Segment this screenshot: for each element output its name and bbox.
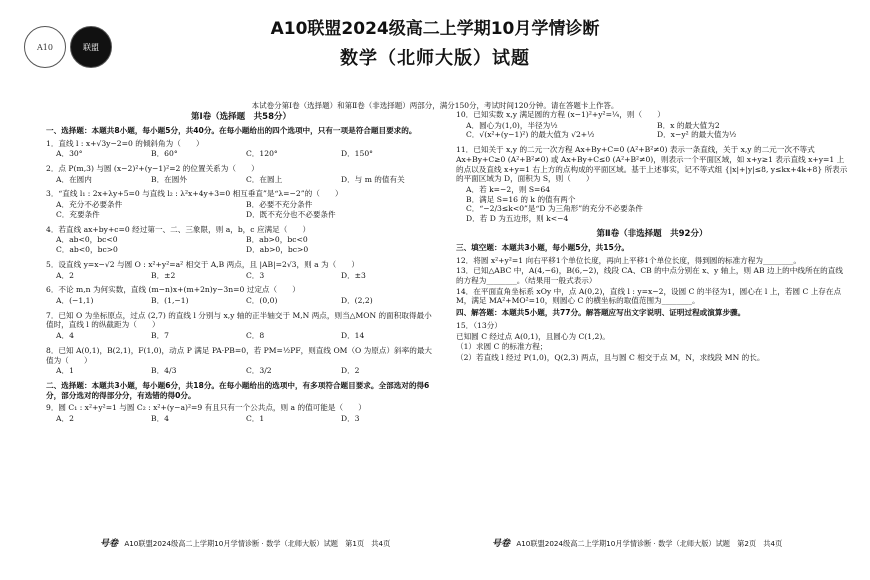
question-15-part1: （1）求圆 C 的标准方程； xyxy=(456,342,548,352)
question-1 xyxy=(46,139,436,159)
option: B．±2 xyxy=(151,270,176,280)
question-stem: 10．已知实数 x,y 满足圆的方程 (x−1)²+y²=¼，则（ ） xyxy=(456,110,665,119)
option: B．必要不充分条件 xyxy=(246,200,313,210)
option: A．4 xyxy=(56,331,74,341)
options xyxy=(56,331,436,341)
options xyxy=(56,200,436,219)
option: D．3 xyxy=(341,414,360,424)
option: D．(2,2) xyxy=(341,295,373,305)
question-stem: 1．直线 l : x+√3y−2=0 的倾斜角为（ ） xyxy=(46,138,204,148)
option: A．若 k=−2，则 S=64 xyxy=(466,185,551,195)
question-15-part2: （2）若直线 l 经过 P(1,0)，Q(2,3) 两点，且与圆 C 相交于点 M，N，求线段 MN 的长。 xyxy=(456,352,765,362)
options xyxy=(56,235,436,254)
question-stem: 5．设直线 y=x−√2 与圆 O : x²+y²=a² 相交于 A,B 两点，且 |AB|=2√3，则 a 为（ ） xyxy=(46,259,360,269)
question-9 xyxy=(46,403,436,423)
option: D．2 xyxy=(341,366,360,376)
option: A．2 xyxy=(56,270,74,280)
question-13: 13．已知△ABC 中，A(4,−6)，B(6,−2)，线段 CA、CB 的中点分别在 x、y 轴上，则 AB 边上的中线所在的直线的方程为________。（结果用一般式表示） xyxy=(456,266,843,285)
option: B．4 xyxy=(151,414,170,424)
question-14: 14．在平面直角坐标系 xOy 中，点 A(0,2)，直线 l : y=x−2，设圆 C 的半径为1，圆心在 l 上，若圆 C 上存在点 M，满足 MA²+MO²=10，则圆心 C 的横坐标的取值范围为________。 xyxy=(456,286,842,306)
question-stem: 2．点 P(m,3) 与圆 (x−2)²+(y−1)²=2 的位置关系为（ ） xyxy=(46,164,259,174)
question-5 xyxy=(46,260,436,280)
question-11 xyxy=(456,145,848,224)
question-stem: 11．已知关于 x,y 的二元一次方程 Ax+By+C=0 (A²+B²≠0) 表示一条直线，关于 x,y 的二元一次不等式 Ax+By+C≥0 (A²+B²≠0) 或 Ax+By+C≤0 (A²+B²≠0)，则表示一个平面区域，如 x+y≥1 表示直线 x+y=1 上的点以及直线 x+y=1 右上方的点构成的平面区域。基于上述事实，记不等式组 {|x|+|y|≤8, y≤kx+4k+8} 所表示的平面区域为 D，面积为 S，则（ ） xyxy=(456,145,848,184)
question-12: 12．将圆 x²+y²=1 向右平移1个单位长度，再向上平移1个单位长度，得到圆的标准方程为________。 xyxy=(456,255,801,265)
footer-text: A10联盟2024级高二上学期10月学情诊断 · 数学（北师大版）试题 第1页 共4页 xyxy=(124,539,391,548)
option: C．3/2 xyxy=(246,366,272,376)
option: C．120° xyxy=(246,149,278,159)
right-column xyxy=(456,110,848,364)
exam-title: A10联盟2024级高二上学期10月学情诊断 xyxy=(270,19,600,39)
option: B．(1,−1) xyxy=(151,295,189,305)
header xyxy=(0,8,870,112)
option: B．60° xyxy=(151,149,178,159)
left-column xyxy=(46,110,436,429)
exam-subtitle: 数学（北师大版）试题 xyxy=(340,48,530,69)
option: A．(−1,1) xyxy=(56,295,94,305)
option: D．ab>0，bc>0 xyxy=(246,245,309,255)
option: C．3 xyxy=(246,270,265,280)
question-stem: 4．若直线 ax+by+c=0 经过第一、二、三象限，则 a，b，c 应满足（ ） xyxy=(46,224,311,234)
option: C．在圆上 xyxy=(246,174,283,184)
question-2 xyxy=(46,164,436,184)
option: B．ab>0，bc<0 xyxy=(246,235,308,245)
question-stem: 9．圆 C₁ : x²+y²=1 与圆 C₂ : x²+(y−a)²=9 有且只有一个公共点，则 a 的值可能是（ ） xyxy=(46,403,366,413)
option: D．±3 xyxy=(341,270,366,280)
logo-text: 联盟 xyxy=(83,42,99,52)
options xyxy=(56,175,436,185)
option: B．在圆外 xyxy=(151,174,187,184)
options xyxy=(56,296,436,306)
section2-heading: 二、选择题：本题共3小题，每小题6分，共18分。在每小题给出的选项中，有多项符合题目要求。全部选对的得6分，部分选对的得部分分，有选错的得0分。 xyxy=(46,380,430,400)
option: C．8 xyxy=(246,331,265,341)
question-6 xyxy=(46,285,436,305)
option: D．与 m 的值有关 xyxy=(341,174,405,184)
section4-heading: 四、解答题：本题共5小题，共77分。解答题应写出文字说明、证明过程或演算步骤。 xyxy=(456,308,746,318)
logo-text: A10 xyxy=(37,42,53,52)
footer-left xyxy=(100,536,390,549)
option: B．x 的最大值为2 xyxy=(657,120,720,130)
footer-right xyxy=(492,536,782,549)
section3-heading: 三、填空题：本题共3小题，每小题5分，共15分。 xyxy=(456,242,630,252)
question-15-stem: 已知圆 C 经过点 A(0,1)，且圆心为 C(1,2)。 xyxy=(456,331,610,341)
option: B．满足 S=16 的 k 的值有两个 xyxy=(466,194,576,204)
option: A．30° xyxy=(56,149,83,159)
option: A．在圆内 xyxy=(56,174,92,184)
option: A．圆心为(1,0)，半径为½ xyxy=(466,120,558,130)
options xyxy=(466,185,848,224)
option: B．7 xyxy=(151,331,170,341)
question-4 xyxy=(46,225,436,255)
section1-heading: 一、选择题：本题共8小题，每小题5分，共40分。在每小题给出的四个选项中，只有一项是符合题目要求的。 xyxy=(46,125,417,135)
option: A．充分不必要条件 xyxy=(56,200,123,210)
question-stem: 3．“直线 l₁ : 2x+λy+5=0 与直线 l₂ : λ²x+4y+3=0 相互垂直”是“λ=−2”的（ ） xyxy=(46,189,343,199)
option: C．√(x²+(y−1)²) 的最大值为 √2+½ xyxy=(466,130,595,140)
option: D．150° xyxy=(341,149,373,159)
footer-brand: 号卷 xyxy=(492,539,511,549)
question-15: 15．（13分） xyxy=(456,320,502,330)
exam-instructions: 本试卷分第Ⅰ卷（选择题）和第Ⅱ卷（非选择题）两部分，满分150分，考试时间120分钟。请在答题卡上作答。 xyxy=(251,101,619,110)
question-stem: 6．不论 m,n 为何实数，直线 (m−n)x+(m+2n)y−3n=0 过定点（ ） xyxy=(46,285,300,295)
option: B．4/3 xyxy=(151,366,177,376)
part1-title: 第Ⅰ卷（选择题 共58分） xyxy=(191,112,291,122)
option: A．ab<0，bc<0 xyxy=(56,235,118,245)
footer-text: A10联盟2024级高二上学期10月学情诊断 · 数学（北师大版）试题 第2页 共4页 xyxy=(516,539,783,548)
option: C．ab<0，bc>0 xyxy=(56,245,118,255)
options xyxy=(56,271,436,281)
option: D．既不充分也不必要条件 xyxy=(246,209,336,219)
option: C．(0,0) xyxy=(246,295,278,305)
option: A．2 xyxy=(56,414,74,424)
question-stem: 8．已知 A(0,1)，B(2,1)，F(1,0)，动点 P 满足 PA·PB=0，若 PM=½PF，则直线 OM（O 为原点）斜率的最大值为（ ） xyxy=(46,345,433,365)
options xyxy=(56,414,436,424)
question-stem: 7．已知 O 为坐标原点，过点 (2,7) 的直线 l 分别与 x,y 轴的正半轴交于 M,N 两点，则当△MON 的面积取得最小值时，直线 l 的纵截距为（ ） xyxy=(46,310,432,330)
part2-title: 第Ⅱ卷（非选择题 共92分） xyxy=(596,228,708,239)
question-8 xyxy=(46,346,436,376)
option: C．“−2/3≤k<0”是“D 为三角形”的充分不必要条件 xyxy=(466,204,643,214)
option: A．1 xyxy=(56,366,74,376)
option: D．14 xyxy=(341,331,365,341)
options xyxy=(56,149,436,159)
options xyxy=(466,121,848,140)
option: C．充要条件 xyxy=(56,209,100,219)
question-10 xyxy=(456,110,848,140)
question-7 xyxy=(46,311,436,341)
options xyxy=(56,366,436,376)
question-3 xyxy=(46,189,436,219)
option: D．x−y² 的最大值为½ xyxy=(657,130,737,140)
option: D．若 D 为五边形，则 k<−4 xyxy=(466,214,569,224)
option: C．1 xyxy=(246,414,265,424)
footer-brand: 号卷 xyxy=(100,539,119,549)
